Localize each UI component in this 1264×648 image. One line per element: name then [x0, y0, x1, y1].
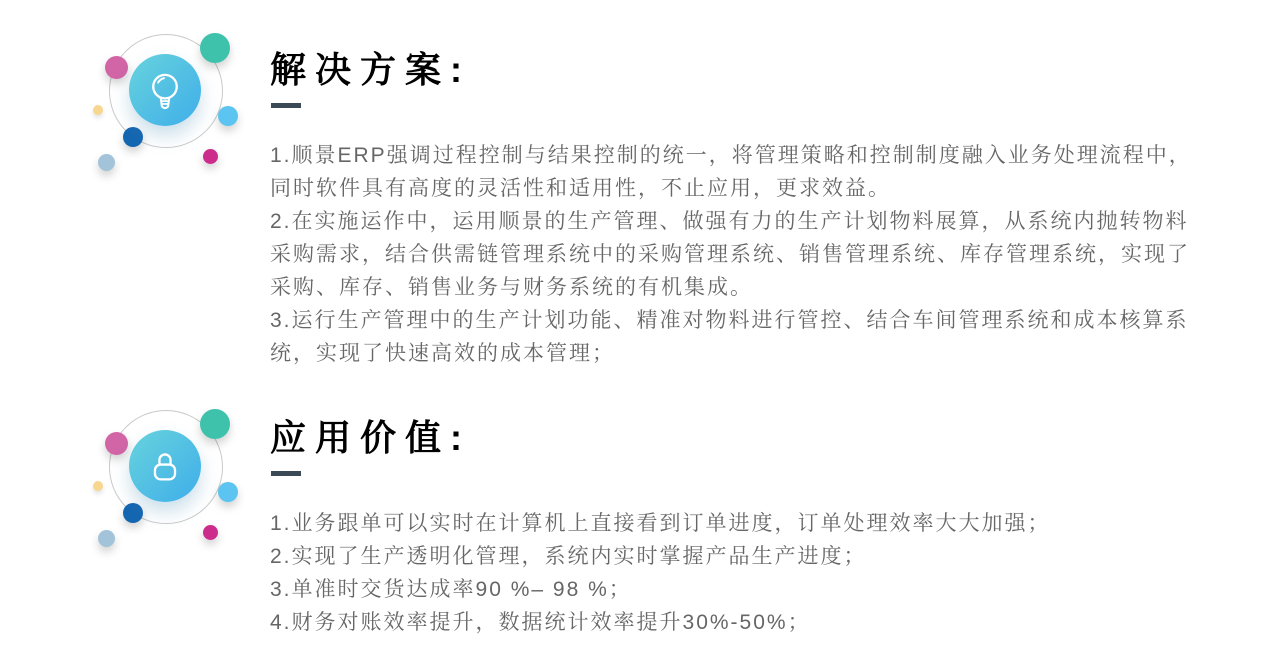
decorative-dot-pink — [105, 432, 128, 455]
solution-icon-cluster — [88, 18, 248, 198]
decorative-dot-teal — [200, 409, 230, 439]
paragraph: 4.财务对账效率提升，数据统计效率提升30%-50%； — [270, 611, 811, 634]
decorative-dot-magenta — [203, 525, 218, 540]
section-title: 解决方案: — [270, 49, 471, 90]
paragraph: 1.顺景ERP强调过程控制与结果控制的统一，将管理策略和控制制度融入业务处理流程中，同时软件具有高度的灵活性和适用性，不止应用，更求效益。 — [270, 144, 1192, 200]
value-icon-cluster — [88, 394, 248, 574]
paragraph: 2.实现了生产透明化管理，系统内实时掌握产品生产进度； — [270, 545, 867, 568]
paragraph: 3.单准时交货达成率90 %– 98 %； — [270, 578, 632, 601]
decorative-dot-yellow — [93, 105, 103, 115]
decorative-dot-paleblue — [98, 530, 115, 547]
decorative-dot-yellow — [93, 481, 103, 491]
title-underline-dash — [271, 103, 301, 108]
paragraph: 1.业务跟单可以实时在计算机上直接看到订单进度，订单处理效率大大加强； — [270, 512, 1051, 535]
lightbulb-icon — [129, 54, 201, 126]
paragraph-list — [270, 139, 1210, 370]
section-title: 应用价值: — [270, 417, 471, 458]
paragraph: 3.运行生产管理中的生产计划功能、精准对物料进行管控、结合车间管理系统和成本核算系统，实现了快速高效的成本管理； — [270, 309, 1189, 365]
decorative-dot-pink — [105, 56, 128, 79]
decorative-dot-darkblue — [123, 127, 143, 147]
decorative-dot-lightblue — [218, 106, 238, 126]
section-application-value — [0, 368, 1264, 648]
decorative-dot-paleblue — [98, 154, 115, 171]
paragraph: 2.在实施运作中，运用顺景的生产管理、做强有力的生产计划物料展算，从系统内抛转物料采购需求，结合供需链管理系统中的采购管理系统、销售管理系统、库存管理系统，实现了采购、库存、销售业务与财务系统的有机集成。 — [270, 210, 1190, 299]
decorative-dot-darkblue — [123, 503, 143, 523]
paragraph-list — [270, 507, 1210, 639]
decorative-dot-teal — [200, 33, 230, 63]
lock-icon — [129, 430, 201, 502]
title-underline-dash — [271, 471, 301, 476]
decorative-dot-lightblue — [218, 482, 238, 502]
decorative-dot-magenta — [203, 149, 218, 164]
